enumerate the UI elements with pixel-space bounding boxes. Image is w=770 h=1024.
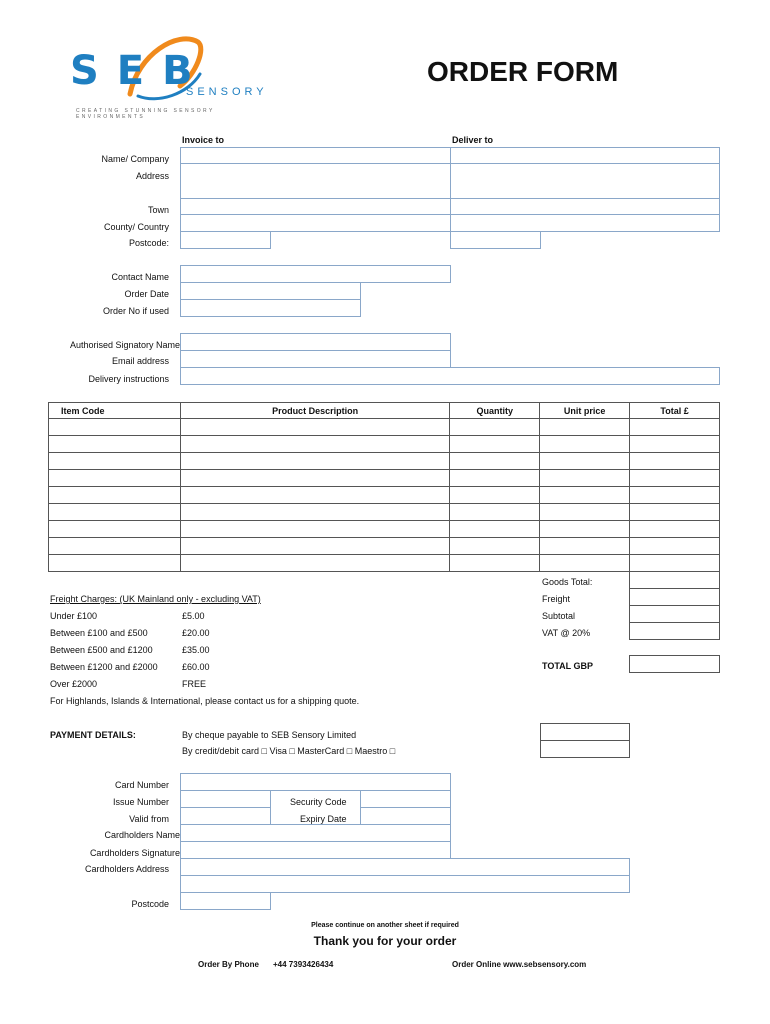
signatory-field[interactable]: [180, 333, 451, 351]
total-gbp-label: TOTAL GBP: [542, 661, 594, 671]
contact-name-label: Contact Name: [111, 272, 169, 282]
email-label: Email address: [111, 356, 169, 366]
town-label: Town: [147, 205, 169, 215]
signatory-label: Authorised Signatory Name: [69, 340, 180, 350]
items-table: [48, 402, 720, 572]
expiry-date-label: Expiry Date: [300, 814, 347, 824]
name-label: Name/ Company: [101, 154, 169, 164]
page-title: ORDER FORM: [427, 56, 619, 87]
valid-from-label: Valid from: [129, 814, 169, 824]
payment-card-option[interactable]: By credit/debit card □ Visa □ MasterCard □ Maestro □: [182, 746, 396, 756]
table-row[interactable]: [49, 487, 720, 504]
issue-number-field[interactable]: [180, 790, 271, 808]
valid-from-field[interactable]: [180, 807, 271, 825]
contact-name-field[interactable]: [180, 265, 451, 283]
freight-price: £20.00: [182, 628, 210, 638]
freight-total-field[interactable]: [629, 588, 720, 606]
order-no-field[interactable]: [180, 299, 361, 317]
deliver-postcode-field[interactable]: [450, 231, 541, 249]
header-product-description: Product Description: [180, 403, 450, 419]
logo-tagline: CREATING STUNNING SENSORY ENVIRONMENTS: [76, 108, 215, 120]
freight-price: £35.00: [182, 645, 210, 655]
order-date-label: Order Date: [124, 289, 169, 299]
freight-range: Between £1200 and £2000: [50, 662, 158, 672]
thank-you-text: Thank you for your order: [313, 934, 457, 948]
vat-label: VAT @ 20%: [542, 628, 591, 638]
freight-range: Between £100 and £500: [50, 628, 148, 638]
vat-field[interactable]: [629, 622, 720, 640]
email-field[interactable]: [180, 350, 451, 368]
invoice-to-header: Invoice to: [182, 135, 225, 145]
invoice-town-field[interactable]: [180, 198, 451, 215]
security-code-label: Security Code: [290, 797, 347, 807]
address-label: Address: [135, 171, 169, 181]
card-postcode-field[interactable]: [180, 892, 271, 910]
deliver-address-field[interactable]: [450, 163, 720, 199]
total-gbp-field[interactable]: [629, 655, 720, 673]
items-header-row: [49, 403, 720, 419]
invoice-name-field[interactable]: [180, 147, 451, 164]
subtotal-field[interactable]: [629, 605, 720, 623]
order-no-label: Order No if used: [102, 306, 169, 316]
freight-range: Under £100: [50, 611, 98, 621]
card-number-field[interactable]: [180, 773, 451, 791]
freight-price: £60.00: [182, 662, 210, 672]
goods-total-field[interactable]: [629, 571, 720, 589]
cardholder-signature-field[interactable]: [180, 841, 451, 859]
freight-price: £5.00: [182, 611, 205, 621]
delivery-instructions-field[interactable]: [180, 367, 720, 385]
company-logo: [68, 34, 278, 120]
delivery-instructions-label: Delivery instructions: [88, 374, 169, 384]
card-amount-field[interactable]: [540, 740, 630, 758]
header-item-code: Item Code: [49, 403, 181, 419]
deliver-county-field[interactable]: [450, 214, 720, 232]
cardholder-address-label: Cardholders Address: [84, 864, 169, 874]
expiry-date-field[interactable]: [360, 807, 451, 825]
continue-note: Please continue on another sheet if required: [311, 922, 459, 929]
cardholder-name-field[interactable]: [180, 824, 451, 842]
subtotal-label: Subtotal: [542, 611, 576, 621]
table-row[interactable]: [49, 470, 720, 487]
cardholder-signature-label: Cardholders Signature: [89, 848, 180, 858]
header-quantity: Quantity: [450, 403, 540, 419]
table-row[interactable]: [49, 504, 720, 521]
cardholder-address-field[interactable]: [180, 858, 630, 876]
table-row[interactable]: [49, 419, 720, 436]
freight-range: Between £500 and £1200: [50, 645, 153, 655]
phone-label: Order By Phone: [198, 960, 259, 969]
table-row[interactable]: [49, 453, 720, 470]
deliver-town-field[interactable]: [450, 198, 720, 215]
invoice-county-field[interactable]: [180, 214, 451, 232]
table-row[interactable]: [49, 436, 720, 453]
order-date-field[interactable]: [180, 282, 361, 300]
table-row[interactable]: [49, 555, 720, 572]
deliver-name-field[interactable]: [450, 147, 720, 164]
county-label: County/ Country: [103, 222, 169, 232]
payment-heading: PAYMENT DETAILS:: [50, 730, 136, 740]
cheque-amount-field[interactable]: [540, 723, 630, 741]
table-row[interactable]: [49, 521, 720, 538]
table-row[interactable]: [49, 538, 720, 555]
online-order-link[interactable]: Order Online www.sebsensory.com: [452, 960, 587, 969]
postcode-label: Postcode:: [128, 238, 169, 248]
payment-cheque-option[interactable]: By cheque payable to SEB Sensory Limited: [182, 730, 357, 740]
freight-total-label: Freight: [542, 594, 571, 604]
invoice-postcode-field[interactable]: [180, 231, 271, 249]
cardholder-address-field-2[interactable]: [180, 875, 630, 893]
invoice-address-field[interactable]: [180, 163, 451, 199]
logo-letters: SEB: [70, 48, 211, 94]
goods-total-label: Goods Total:: [542, 577, 593, 587]
issue-number-label: Issue Number: [112, 797, 169, 807]
header-total: Total £: [630, 403, 720, 419]
card-number-label: Card Number: [114, 780, 169, 790]
cardholder-name-label: Cardholders Name: [104, 830, 180, 840]
phone-number[interactable]: +44 7393426434: [273, 960, 334, 969]
freight-note: For Highlands, Islands & International, please contact us for a shipping quote.: [50, 696, 360, 706]
freight-range: Over £2000: [50, 679, 98, 689]
freight-heading: Freight Charges: (UK Mainland only - excluding VAT): [50, 594, 261, 604]
card-postcode-label: Postcode: [131, 899, 169, 909]
security-code-field[interactable]: [360, 790, 451, 808]
header-unit-price: Unit price: [540, 403, 630, 419]
deliver-to-header: Deliver to: [452, 135, 494, 145]
logo-word: SENSORY: [186, 86, 268, 98]
freight-price: FREE: [182, 679, 207, 689]
